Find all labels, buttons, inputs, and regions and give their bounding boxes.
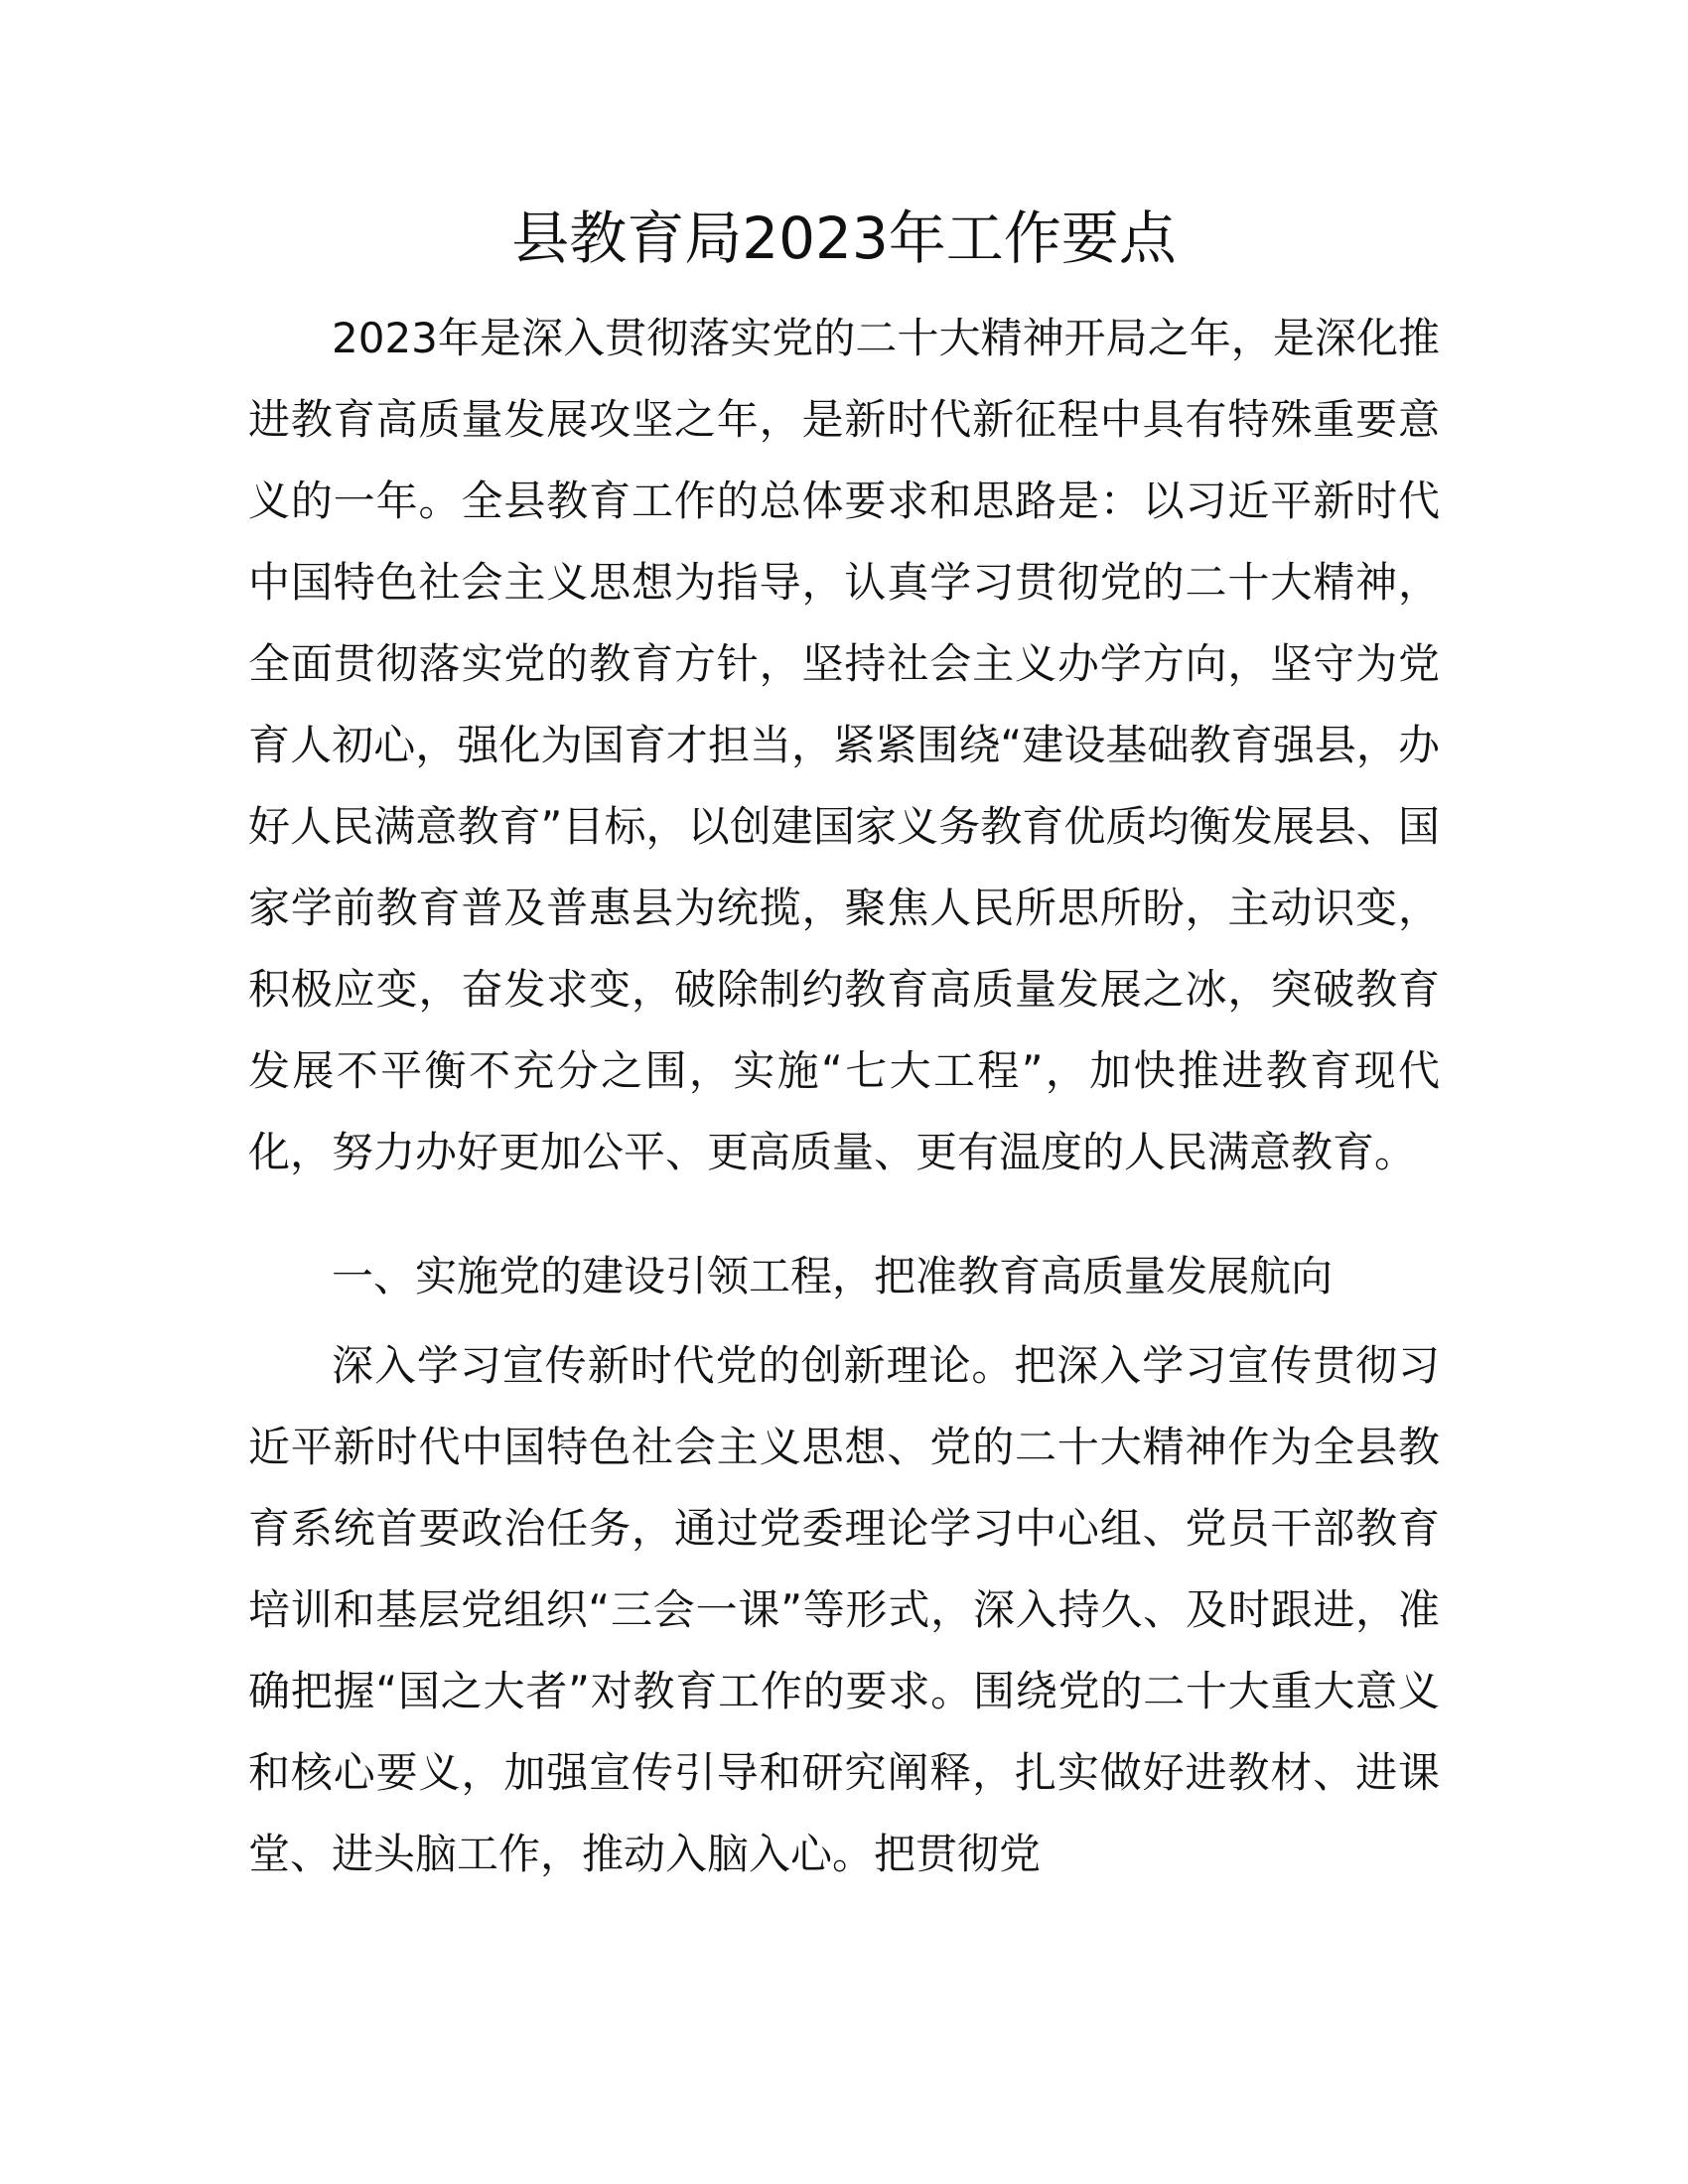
- intro-paragraph: 2023年是深入贯彻落实党的二十大精神开局之年，是深化推进教育高质量发展攻坚之年，是新时代新征程中具有特殊重要意义的一年。全县教育工作的总体要求和思路是：以习近平新时代中国特色社会主义思想为指导，认真学习贯彻党的二十大精神，全面贯彻落实党的教育方针，坚持社会主义办学方向，坚守为党育人初心，强化为国育才担当，紧紧围绕“建设基础教育强县，办好人民满意教育”目标，以创建国家义务教育优质均衡发展县、国家学前教育普及普惠县为统揽，聚焦人民所思所盼，主动识变，积极应变，奋发求变，破除制约教育高质量发展之冰，突破教育发展不平衡不充分之围，实施“七大工程”，加快推进教育现代化，努力办好更加公平、更高质量、更有温度的人民满意教育。: [248, 314, 1440, 1176]
- section-1-body: [248, 1325, 1440, 1895]
- document-title: 县教育局2023年工作要点: [511, 205, 1177, 272]
- section-1-paragraph: 深入学习宣传新时代党的创新理论。把深入学习宣传贯彻习近平新时代中国特色社会主义思想、党的二十大精神作为全县教育系统首要政治任务，通过党委理论学习中心组、党员干部教育培训和基层党组织“三会一课”等形式，深入持久、及时跟进，准确把握“国之大者”对教育工作的要求。围绕党的二十大重大意义和核心要义，加强宣传引导和研究阐释，扎实做好进教材、进课堂、进头脑工作，推动入脑入心。把贯彻党: [248, 1341, 1440, 1878]
- section-1-heading-block: [248, 1236, 1440, 1317]
- section-1-heading: 一、实施党的建设引领工程，把准教育高质量发展航向: [332, 1252, 1334, 1300]
- intro-section: [248, 298, 1440, 1193]
